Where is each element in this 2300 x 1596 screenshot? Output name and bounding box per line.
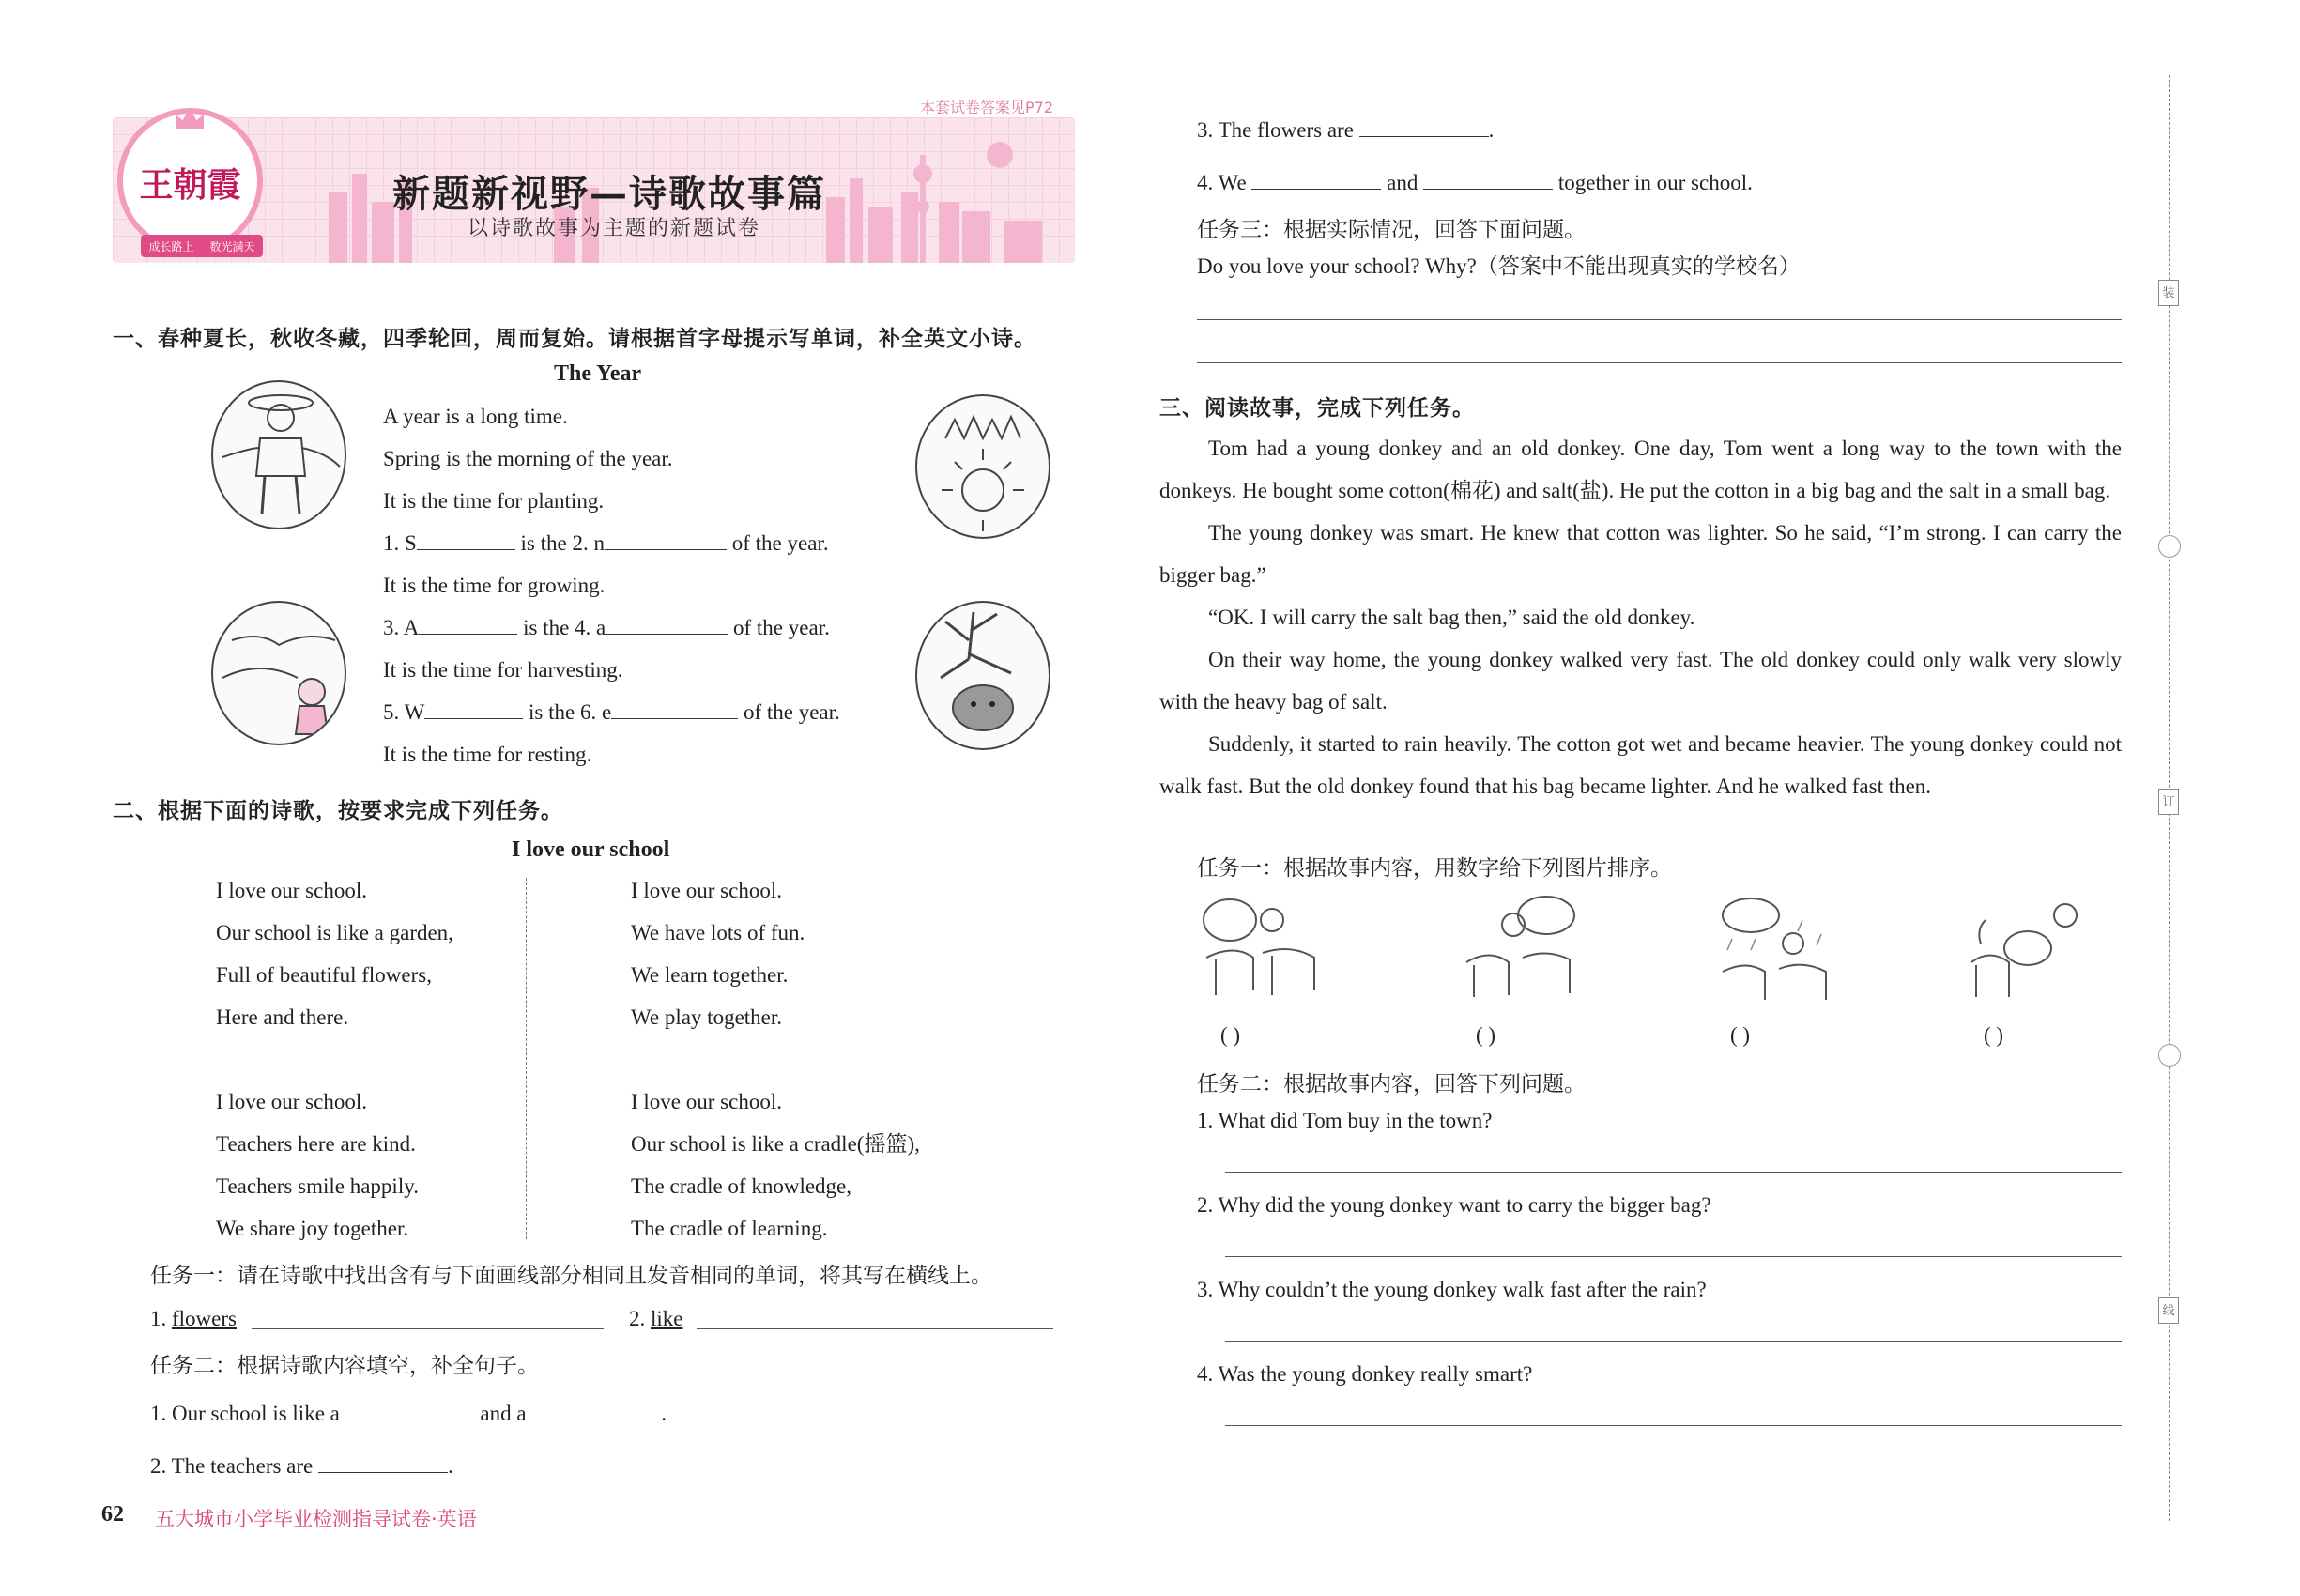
task2-q3-period: . <box>1488 118 1495 142</box>
fill-row-2-end: of the year. <box>733 616 830 639</box>
order-blank-1[interactable]: ( ) <box>1220 1023 1241 1047</box>
school-left-5: I love our school. <box>216 1090 367 1113</box>
school-right-2: We have lots of fun. <box>631 921 805 944</box>
school-right-7: The cradle of knowledge, <box>631 1174 852 1198</box>
donkeys-scene-1 <box>1197 892 1324 1009</box>
task1-q1 <box>150 1308 237 1329</box>
task2-q2-blank[interactable] <box>318 1455 448 1473</box>
task2-q1-blank-a[interactable] <box>345 1403 475 1420</box>
task1-q2-num: 2. <box>629 1307 646 1330</box>
spring-farmer-illustration <box>211 380 346 529</box>
year-line-1: A year is a long time. <box>383 405 568 428</box>
section3-instruction: 三、阅读故事，完成下列任务。 <box>1159 396 1475 421</box>
fill-3-label: 3. A <box>383 616 420 639</box>
task1-q2-word: like <box>651 1307 683 1330</box>
fill-1-label: 1. S <box>383 531 417 555</box>
story-paragraph-3: “OK. I will carry the salt bag then,” said the old donkey. <box>1208 606 1695 629</box>
bear-drawing <box>917 603 1049 748</box>
task2-q1-blank-b[interactable] <box>531 1403 661 1420</box>
task2-q3 <box>1197 119 1494 141</box>
summer-sun-illustration <box>915 394 1050 539</box>
winter-bear-illustration <box>915 601 1050 750</box>
story-answer-line-3[interactable] <box>1225 1341 2122 1342</box>
task2-q4-text-a: 4. We <box>1197 171 1247 194</box>
year-line-6: It is the time for resting. <box>383 743 592 766</box>
story-paragraph-2: The young donkey was smart. He knew that cotton was lighter. So he said, “I’m strong. I can carry the bigger bag.” <box>1159 521 2122 587</box>
task2-q1-text-b: and a <box>480 1402 527 1425</box>
task1-q2 <box>629 1308 683 1329</box>
school-left-8: We share joy together. <box>216 1217 409 1240</box>
story-picture-4 <box>1962 892 2089 1009</box>
donkeys-scene-4 <box>1962 892 2089 1009</box>
school-right-5: I love our school. <box>631 1090 782 1113</box>
year-fill-row-3 <box>383 701 840 723</box>
school-right-6: Our school is like a cradle(摇篮), <box>631 1132 920 1156</box>
story-answer-line-1[interactable] <box>1225 1172 2122 1173</box>
blank-6-input[interactable] <box>611 701 738 719</box>
year-line-2: Spring is the morning of the year. <box>383 447 673 470</box>
farmer-drawing <box>213 382 345 528</box>
section1-instruction: 一、春种夏长，秋收冬藏，四季轮回，周而复始。请根据首字母提示写单词，补全英文小诗。 <box>113 327 1036 351</box>
story-question-3: 3. Why couldn’t the young donkey walk fast after the rain? <box>1197 1278 1707 1301</box>
task2-q4-blank-b[interactable] <box>1423 172 1553 190</box>
brand-name: 王朝霞 <box>139 165 241 205</box>
task1-q2-answer-line[interactable] <box>697 1328 1053 1329</box>
year-line-3: It is the time for planting. <box>383 489 605 513</box>
donkeys-scene-2 <box>1457 892 1584 1009</box>
task2-q2-text: 2. The teachers are <box>150 1454 314 1478</box>
page-title: 新题新视野—诗歌故事篇 <box>392 172 826 216</box>
task2-q2-period: . <box>448 1454 453 1478</box>
answer-reference: 本套试卷答案见P72 <box>920 99 1054 116</box>
school-left-7: Teachers smile happily. <box>216 1174 419 1198</box>
brand-slogan-ribbon <box>141 235 263 257</box>
year-line-4: It is the time for growing. <box>383 574 606 597</box>
order-blank-3[interactable]: ( ) <box>1730 1023 1751 1047</box>
story-paragraph-5: Suddenly, it started to rain heavily. The cotton got wet and became heavier. The young donkey could not walk fast. But the old donkey found that his bag became lighter. And he walked fast then. <box>1159 732 2122 798</box>
task1-q1-num: 1. <box>150 1307 167 1330</box>
school-right-3: We learn together. <box>631 963 789 987</box>
section2-task2: 任务二：根据诗歌内容填空，补全句子。 <box>150 1354 539 1378</box>
task2-q4-text-b: and <box>1387 171 1418 194</box>
section2-instruction: 二、根据下面的诗歌，按要求完成下列任务。 <box>113 799 563 823</box>
task2-q3-text: 3. The flowers are <box>1197 118 1354 142</box>
task1-q1-word: flowers <box>172 1307 237 1330</box>
slogan-left: 成长路上 <box>148 239 194 253</box>
story-question-4: 4. Was the young donkey really smart? <box>1197 1362 1533 1386</box>
section2-task1: 任务一：请在诗歌中找出含有与下面画线部分相同且发音相同的单词，将其写在横线上。 <box>150 1264 992 1288</box>
binding-circle-1 <box>2158 535 2181 558</box>
blank-5-input[interactable] <box>424 701 523 719</box>
task2-q4-blank-a[interactable] <box>1251 172 1381 190</box>
order-blank-4[interactable]: ( ) <box>1984 1023 2004 1047</box>
fill-6-label: is the 6. e <box>529 700 612 724</box>
task2-q1-period: . <box>661 1402 667 1425</box>
year-fill-row-2 <box>383 617 830 638</box>
story-picture-3 <box>1713 892 1840 1009</box>
school-left-4: Here and there. <box>216 1005 349 1029</box>
school-left-6: Teachers here are kind. <box>216 1132 416 1156</box>
year-fill-row-1 <box>383 532 829 554</box>
binding-char-zhuang: 装 <box>2158 280 2179 306</box>
task2-q1 <box>150 1403 667 1424</box>
girl-drawing <box>213 603 345 744</box>
poem-title-school: I love our school <box>512 837 670 862</box>
crown-icon <box>176 108 204 129</box>
order-blank-2[interactable]: ( ) <box>1476 1023 1496 1047</box>
section3-task2: 任务二：根据故事内容，回答下列问题。 <box>1197 1072 1586 1097</box>
fill-row-1-end: of the year. <box>731 531 829 555</box>
section3-task1: 任务一：根据故事内容，用数字给下列图片排序。 <box>1197 856 1672 881</box>
binding-char-ding: 订 <box>2158 789 2179 815</box>
task1-q1-answer-line[interactable] <box>252 1328 604 1329</box>
task2-q3-blank[interactable] <box>1359 119 1489 137</box>
blank-1-input[interactable] <box>417 532 515 550</box>
poem-column-divider <box>526 878 527 1239</box>
story-picture-1 <box>1197 892 1324 1009</box>
blank-4-input[interactable] <box>606 617 728 635</box>
brand-logo <box>117 108 263 253</box>
year-line-5: It is the time for harvesting. <box>383 658 623 682</box>
story-question-1: 1. What did Tom buy in the town? <box>1197 1109 1493 1132</box>
story-text <box>1159 427 2122 807</box>
school-left-3: Full of beautiful flowers, <box>216 963 432 987</box>
task3-answer-line-1[interactable] <box>1197 319 2122 320</box>
binding-char-xian: 线 <box>2158 1297 2179 1324</box>
donkeys-rain-scene <box>1713 892 1840 1009</box>
slogan-right: 数光满天 <box>209 239 255 253</box>
fill-2-label: is the 2. n <box>520 531 605 555</box>
blank-2-input[interactable] <box>605 532 727 550</box>
fill-row-3-end: of the year. <box>743 700 840 724</box>
page-subtitle: 以诗歌故事为主题的新题试卷 <box>468 217 761 240</box>
story-question-2: 2. Why did the young donkey want to carry the bigger bag? <box>1197 1193 1711 1217</box>
story-picture-2 <box>1457 892 1584 1009</box>
task3-answer-line-2[interactable] <box>1197 362 2122 363</box>
story-answer-line-2[interactable] <box>1225 1256 2122 1257</box>
binding-circle-2 <box>2158 1044 2181 1067</box>
blank-3-input[interactable] <box>419 617 517 635</box>
school-left-2: Our school is like a garden, <box>216 921 453 944</box>
task2-q4 <box>1197 172 1753 193</box>
school-right-1: I love our school. <box>631 879 782 902</box>
school-right-8: The cradle of learning. <box>631 1217 828 1240</box>
footer-book-title: 五大城市小学毕业检测指导试卷·英语 <box>155 1508 477 1530</box>
task3-question: Do you love your school? Why?（答案中不能出现真实的学校名） <box>1197 254 1801 278</box>
footer-page-number: 62 <box>101 1502 124 1527</box>
sun-drawing <box>917 396 1049 537</box>
task2-q1-text-a: 1. Our school is like a <box>150 1402 340 1425</box>
poem-title-year: The Year <box>554 361 642 386</box>
school-right-4: We play together. <box>631 1005 783 1029</box>
autumn-girl-illustration <box>211 601 346 745</box>
story-paragraph-4: On their way home, the young donkey walked very fast. The old donkey could only walk very slowly with the heavy bag of salt. <box>1159 648 2122 714</box>
section2-task3: 任务三：根据实际情况，回答下面问题。 <box>1197 218 1586 242</box>
task2-q2 <box>150 1455 453 1477</box>
task2-q4-text-c: together in our school. <box>1557 171 1753 194</box>
school-left-1: I love our school. <box>216 879 367 902</box>
fill-5-label: 5. W <box>383 700 425 724</box>
story-paragraph-1: Tom had a young donkey and an old donkey. One day, Tom went a long way to the town with the donkeys. He bought some cotton(棉花) and salt(盐). He put the cotton in a big bag and the salt in a small bag. <box>1159 437 2122 502</box>
story-answer-line-4[interactable] <box>1225 1425 2122 1426</box>
fill-4-label: is the 4. a <box>523 616 606 639</box>
